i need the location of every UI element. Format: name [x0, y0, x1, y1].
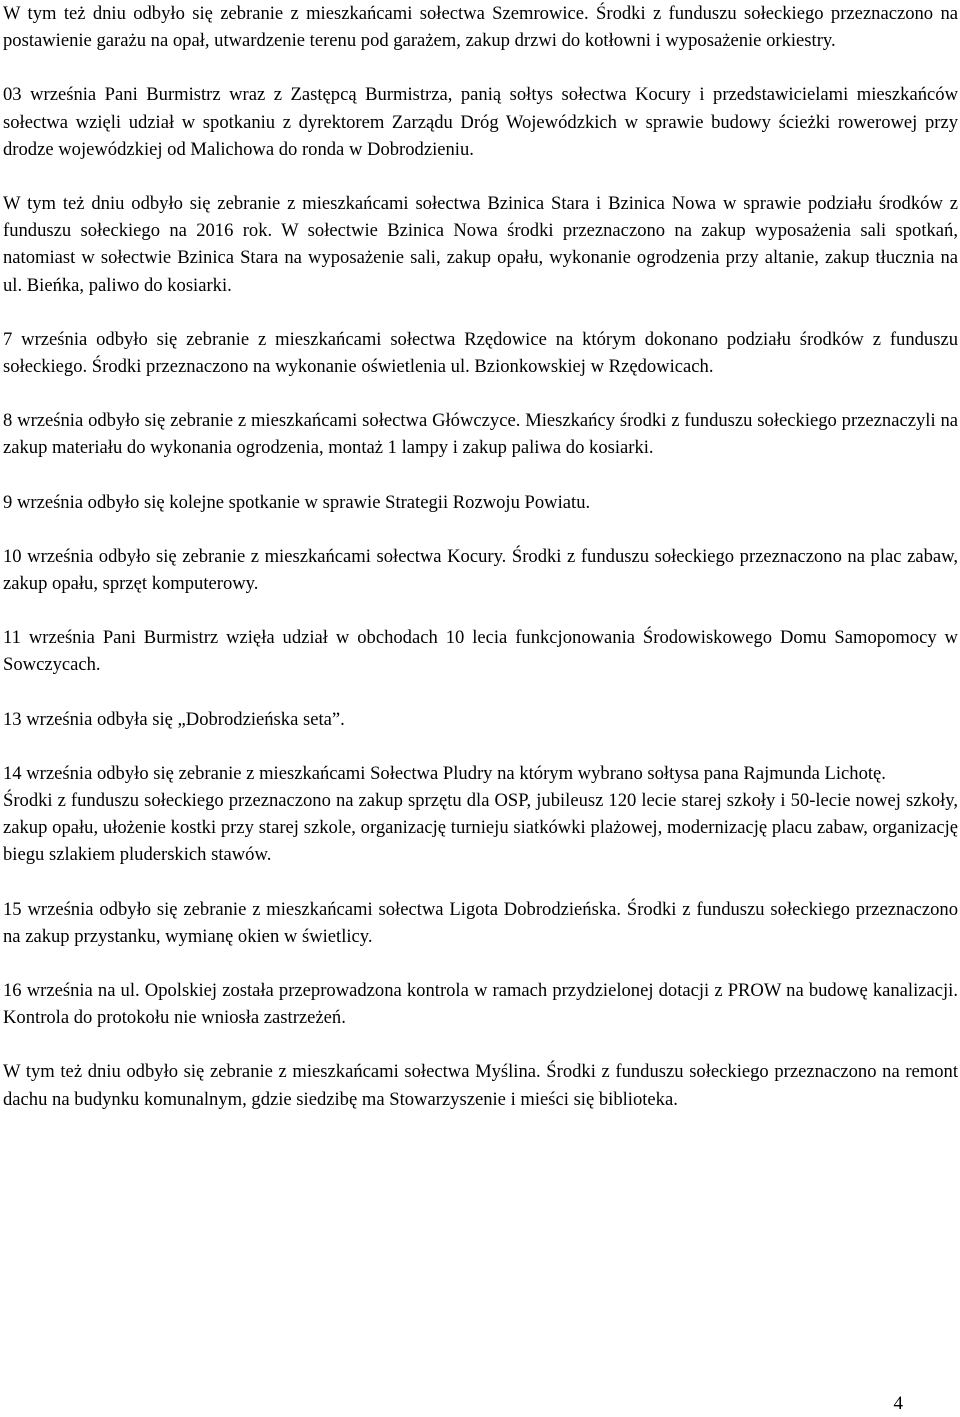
- paragraph-10-wrzesnia: 10 września odbyło się zebranie z mieszkańcami sołectwa Kocury. Środki z funduszu sołeckiego przeznaczono na plac zabaw, zakup opału, sprzęt komputerowy.: [3, 545, 958, 595]
- page-number: 4: [893, 1393, 903, 1414]
- document-page: [3, 0, 958, 1113]
- paragraph-spacer: [3, 733, 958, 760]
- paragraph-spacer: [3, 950, 958, 977]
- paragraph-spacer: [3, 679, 958, 706]
- paragraph-spacer: [3, 299, 958, 326]
- paragraph-spacer: [3, 516, 958, 543]
- paragraph-pludry-fundusz: Środki z funduszu sołeckiego przeznaczono na zakup sprzętu dla OSP, jubileusz 120 lecie starej szkoły i 50-lecie nowej szkoły, zakup opału, ułożenie kostki przy starej szkole, organizację turnieju siatkówki plażowej, modernizację placu zabaw, organizację biegu szlakiem pluderskich stawów.: [3, 790, 958, 866]
- paragraph-szemrowice: W tym też dniu odbyło się zebranie z mieszkańcami sołectwa Szemrowice. Środki z funduszu sołeckiego przeznaczono na postawienie garażu na opał, utwardzenie terenu pod garażem, zakup drzwi do kotłowni i wyposażenie orkiestry.: [3, 3, 958, 52]
- paragraph-spacer: [3, 462, 958, 489]
- paragraph-11-wrzesnia: 11 września Pani Burmistrz wzięła udział w obchodach 10 lecia funkcjonowania Środowiskowego Domu Samopomocy w Sowczycach.: [3, 627, 958, 676]
- paragraph-spacer: [3, 380, 958, 407]
- paragraph-8-wrzesnia: 8 września odbyło się zebranie z mieszkańcami sołectwa Główczyce. Mieszkańcy środki z funduszu sołeckiego przeznaczyli na zakup materiału do wykonania ogrodzenia, montaż 1 lampy i zakup paliwa do kosiarki.: [3, 410, 958, 459]
- paragraph-spacer: [3, 869, 958, 896]
- paragraph-spacer: [3, 1031, 958, 1058]
- paragraph-15-wrzesnia: 15 września odbyło się zebranie z mieszkańcami sołectwa Ligota Dobrodzieńska. Środki z funduszu sołeckiego przeznaczono na zakup przystanku, wymianę okien w świetlicy.: [3, 898, 958, 947]
- paragraph-spacer: [3, 54, 958, 81]
- paragraph-7-wrzesnia: 7 września odbyło się zebranie z mieszkańcami sołectwa Rzędowice na którym dokonano podziału środków z funduszu sołeckiego. Środki przeznaczono na wykonanie oświetlenia ul. Bzionkowskiej w Rzędowicach.: [3, 328, 958, 378]
- paragraph-16-wrzesnia: 16 września na ul. Opolskiej została przeprowadzona kontrola w ramach przydzielonej dotacji z PROW na budowę kanalizacji. Kontrola do protokołu nie wniosła zastrzeżeń.: [3, 980, 958, 1029]
- paragraph-9-wrzesnia: 9 września odbyło się kolejne spotkanie w sprawie Strategii Rozwoju Powiatu.: [3, 491, 591, 513]
- paragraph-bzinica: W tym też dniu odbyło się zebranie z mieszkańcami sołectwa Bzinica Stara i Bzinica Nowa w sprawie podziału środków z funduszu sołeckiego na 2016 rok. W sołectwie Bzinica Nowa środki przeznaczono na zakup wyposażenia sali spotkań, natomiast w sołectwie Bzinica Stara na wyposażenie sali, zakup opału, wykonanie ogrodzenia przy altanie, zakup tłucznia na ul. Bieńka, paliwo do kosiarki.: [3, 193, 958, 296]
- paragraph-myslina: W tym też dniu odbyło się zebranie z mieszkańcami sołectwa Myślina. Środki z funduszu sołeckiego przeznaczono na remont dachu na budynku komunalnym, gdzie siedzibę ma Stowarzyszenie i mieści się biblioteka.: [3, 1061, 958, 1110]
- paragraph-spacer: [3, 597, 958, 624]
- paragraph-14-wrzesnia: 14 września odbyło się zebranie z mieszkańcami Sołectwa Pludry na którym wybrano sołtysa pana Rajmunda Lichotę.: [3, 762, 886, 784]
- paragraph-13-wrzesnia: 13 września odbyła się „Dobrodzieńska seta”.: [3, 708, 345, 730]
- paragraph-03-wrzesnia: 03 września Pani Burmistrz wraz z Zastępcą Burmistrza, panią sołtys sołectwa Kocury i przedstawicielami mieszkańców sołectwa wzięli udział w spotkaniu z dyrektorem Zarządu Dróg Wojewódzkich w sprawie budowy ścieżki rowerowej przy drodze wojewódzkiej od Malichowa do ronda w Dobrodzieniu.: [3, 84, 958, 160]
- paragraph-spacer: [3, 163, 958, 190]
